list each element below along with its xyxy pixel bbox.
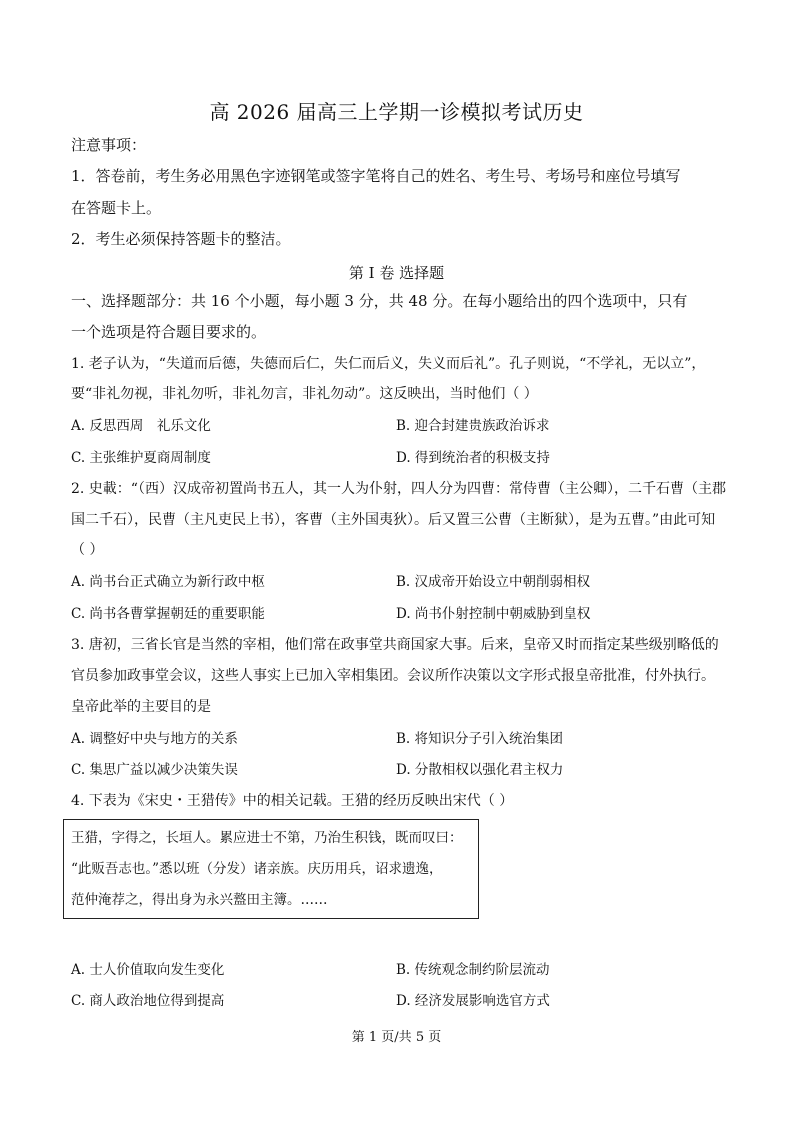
page-footer: 第 1 页/共 5 页 bbox=[351, 1030, 442, 1045]
question-3-option-c: C. 集思广益以减少决策失误 bbox=[71, 762, 238, 778]
question-4-stem: 4. 下表为《宋史・王猎传》中的相关记载。王猎的经历反映出宋代（ ） bbox=[71, 793, 514, 809]
question-2-stem: 2. 史載：“（西）汉成帝初置尚书五人，其一人为仆射，四人分为四曹：常侍曹（主公卿），二千石曹（主郡 bbox=[71, 481, 726, 497]
question-1-option-a: A. 反思西周 礼乐文化 bbox=[71, 418, 211, 434]
question-4-option-c: C. 商人政治地位得到提高 bbox=[71, 993, 225, 1009]
question-4-quote-line-2: “此贩吾志也。”悉以班（分发）诸亲族。庆历用兵，诏求遗逸， bbox=[71, 861, 443, 877]
question-2-answer-blank: （ ） bbox=[71, 542, 104, 558]
question-2-option-c: C. 尚书各曹掌握朝廷的重要职能 bbox=[71, 606, 265, 622]
section-title: 第 I 卷 选择题 bbox=[348, 264, 445, 282]
question-3-stem-end: 皇帝此举的主要目的是 bbox=[71, 699, 211, 715]
question-2-option-a: A. 尚书台正式确立为新行政中枢 bbox=[71, 574, 265, 590]
section-intro: 一、选择题部分：共 16 个小题，每小题 3 分，共 48 分。在每小题给出的四个选项中，只有 bbox=[71, 292, 688, 310]
page-title: 高 2026 届高三上学期一诊模拟考试历史 bbox=[209, 100, 584, 124]
section-intro-continued: 一个选项是符合题目要求的。 bbox=[71, 323, 267, 341]
question-3-option-d: D. 分散相权以强化君主权力 bbox=[396, 762, 564, 778]
notice-item-1-continued: 在答题卡上。 bbox=[71, 199, 162, 217]
notice-heading: 注意事项： bbox=[71, 136, 147, 154]
question-1-stem-continued: 要“非礼勿视，非礼勿听，非礼勿言，非礼勿动”。这反映出，当时他们（ ） bbox=[71, 386, 538, 402]
question-3-stem: 3. 唐初，三省长官是当然的宰相，他们常在政事堂共商国家大事。后来，皇帝又时而指定某些级别略低的 bbox=[71, 637, 719, 653]
question-3-option-b: B. 将知识分子引入统治集团 bbox=[396, 731, 564, 747]
notice-item-1: 1．答卷前，考生务必用黑色字迹钢笔或签字笔将自己的姓名、考生号、考场号和座位号填写 bbox=[71, 167, 681, 185]
question-2-option-b: B. 汉成帝开始设立中朝削弱相权 bbox=[396, 574, 591, 590]
question-4-option-b: B. 传统观念制约阶层流动 bbox=[396, 962, 550, 978]
question-4-quote-line-1: 王猎，字得之，长垣人。累应进士不第，乃治生积钱，既而叹曰： bbox=[71, 830, 463, 846]
question-4-quote-line-3: 范仲淹荐之，得出身为永兴盩田主簿。…… bbox=[71, 892, 328, 908]
notice-item-2: 2．考生必须保持答题卡的整洁。 bbox=[71, 230, 291, 248]
question-3-stem-continued: 官员参加政事堂会议，这些人事实上已加入宰相集团。会议所作决策以文字形式报皇帝批准，付外执行。 bbox=[71, 668, 715, 684]
question-2-option-d: D. 尚书仆射控制中朝威胁到皇权 bbox=[396, 606, 591, 622]
question-4-option-a: A. 士人价值取向发生变化 bbox=[71, 962, 225, 978]
question-1-stem: 1. 老子认为，“失道而后德，失德而后仁，失仁而后义，失义而后礼”。孔子则说，“不学礼，无以立”， bbox=[71, 356, 706, 372]
question-1-option-c: C. 主张维护夏商周制度 bbox=[71, 450, 211, 466]
question-2-stem-continued: 国二千石），民曹（主凡吏民上书），客曹（主外国夷狄）。后又置三公曹（主断狱），是为五曹。”由此可知 bbox=[71, 512, 716, 528]
question-1-option-b: B. 迎合封建贵族政治诉求 bbox=[396, 418, 550, 434]
question-3-option-a: A. 调整好中央与地方的关系 bbox=[71, 731, 238, 747]
question-1-option-d: D. 得到统治者的积极支持 bbox=[396, 450, 550, 466]
question-4-option-d: D. 经济发展影响选官方式 bbox=[396, 993, 550, 1009]
